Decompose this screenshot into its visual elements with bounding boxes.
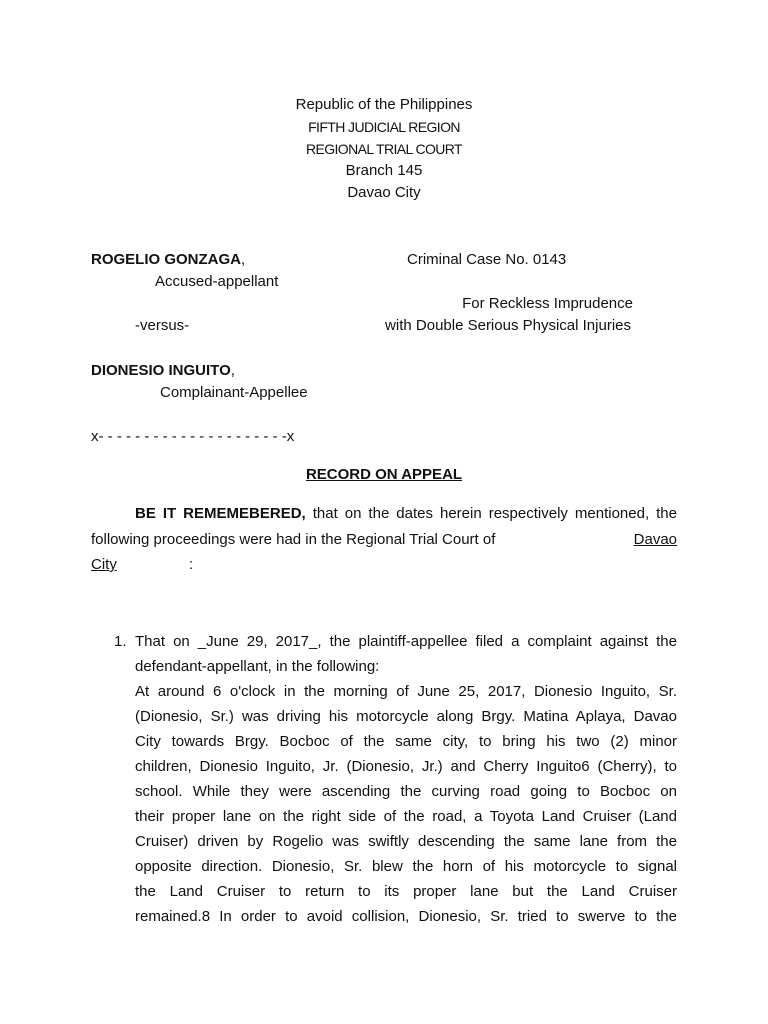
item-1-number: 1.: [114, 633, 127, 650]
intro-colon: :: [189, 556, 194, 573]
court-place-davao: Davao: [633, 531, 677, 548]
case-number: Criminal Case No. 0143: [407, 251, 567, 268]
item-1-body-line: children, Dionesio Inguito, Jr. (Dionesio, Jr.) and Cherry Inguito6 (Cherry), to: [135, 758, 677, 775]
item-1-body-line: City towards Brgy. Bocboc of the same city, to bring his two (2) minor: [135, 733, 677, 750]
item-1-body-line: Cruiser) driven by Rogelio was swiftly descending the same lane from the: [135, 833, 677, 850]
intro-line-2-text-wrap: [91, 530, 541, 550]
header-republic: Republic of the Philippines: [295, 96, 473, 113]
accused-comma: ,: [241, 251, 246, 268]
complainant-name-line: [91, 361, 235, 381]
item-1-body-line: At around 6 o'clock in the morning of June 25, 2017, Dionesio Inguito, Sr.: [135, 683, 677, 700]
accused-name: ROGELIO GONZAGA: [91, 251, 241, 268]
intro-line-2-text: following proceedings were had in the Regional Trial Court of: [91, 531, 496, 548]
court-place-city: City: [91, 556, 117, 573]
intro-line-1-rest: that on the dates herein respectively mentioned, the: [305, 505, 677, 522]
item-1-line-2: defendant-appellant, in the following:: [135, 658, 380, 675]
item-1-body-line: opposite direction. Dionesio, Sr. blew the horn of his motorcycle to signal: [135, 858, 677, 875]
header-court: REGIONAL TRIAL COURT: [305, 141, 463, 157]
item-1-body-line: remained.8 In order to avoid collision, Dionesio, Sr. tried to swerve to the: [135, 908, 677, 925]
accused-role: Accused-appellant: [155, 273, 279, 290]
offense-line-2: with Double Serious Physical Injuries: [385, 317, 631, 334]
item-1-body-line: their proper lane on the right side of the road, a Toyota Land Cruiser (Land: [135, 808, 677, 825]
intro-lead: BE IT REMEMEBERED,: [135, 505, 306, 522]
offense-line-1: For Reckless Imprudence: [462, 295, 633, 312]
item-1-body-line: the Land Cruiser to return to its proper lane but the Land Cruiser: [135, 883, 677, 900]
intro-line-1: [91, 504, 677, 524]
complainant-comma: ,: [230, 362, 235, 379]
item-1-body-line: school. While they were ascending the curving road going to Bocboc on: [135, 783, 677, 800]
document-title: RECORD ON APPEAL: [305, 466, 463, 483]
complainant-role: Complainant-Appellee: [160, 384, 308, 401]
item-1-body-line: (Dionesio, Sr.) was driving his motorcycle along Brgy. Matina Aplaya, Davao: [135, 708, 677, 725]
header-judicial-region: FIFTH JUDICIAL REGION: [308, 119, 460, 135]
versus-label: -versus-: [135, 317, 190, 334]
intro-line-3: [91, 555, 193, 575]
caption-separator: x- - - - - - - - - - - - - - - - - - - - -x: [91, 428, 295, 445]
accused-name-line: [91, 250, 245, 270]
intro-line-2: [91, 530, 677, 550]
complainant-name: DIONESIO INGUITO: [91, 362, 231, 379]
header-city: Davao City: [347, 184, 421, 201]
item-1-line-1: That on _June 29, 2017_, the plaintiff-appellee filed a complaint against the: [135, 633, 677, 650]
header-branch: Branch 145: [345, 162, 423, 179]
